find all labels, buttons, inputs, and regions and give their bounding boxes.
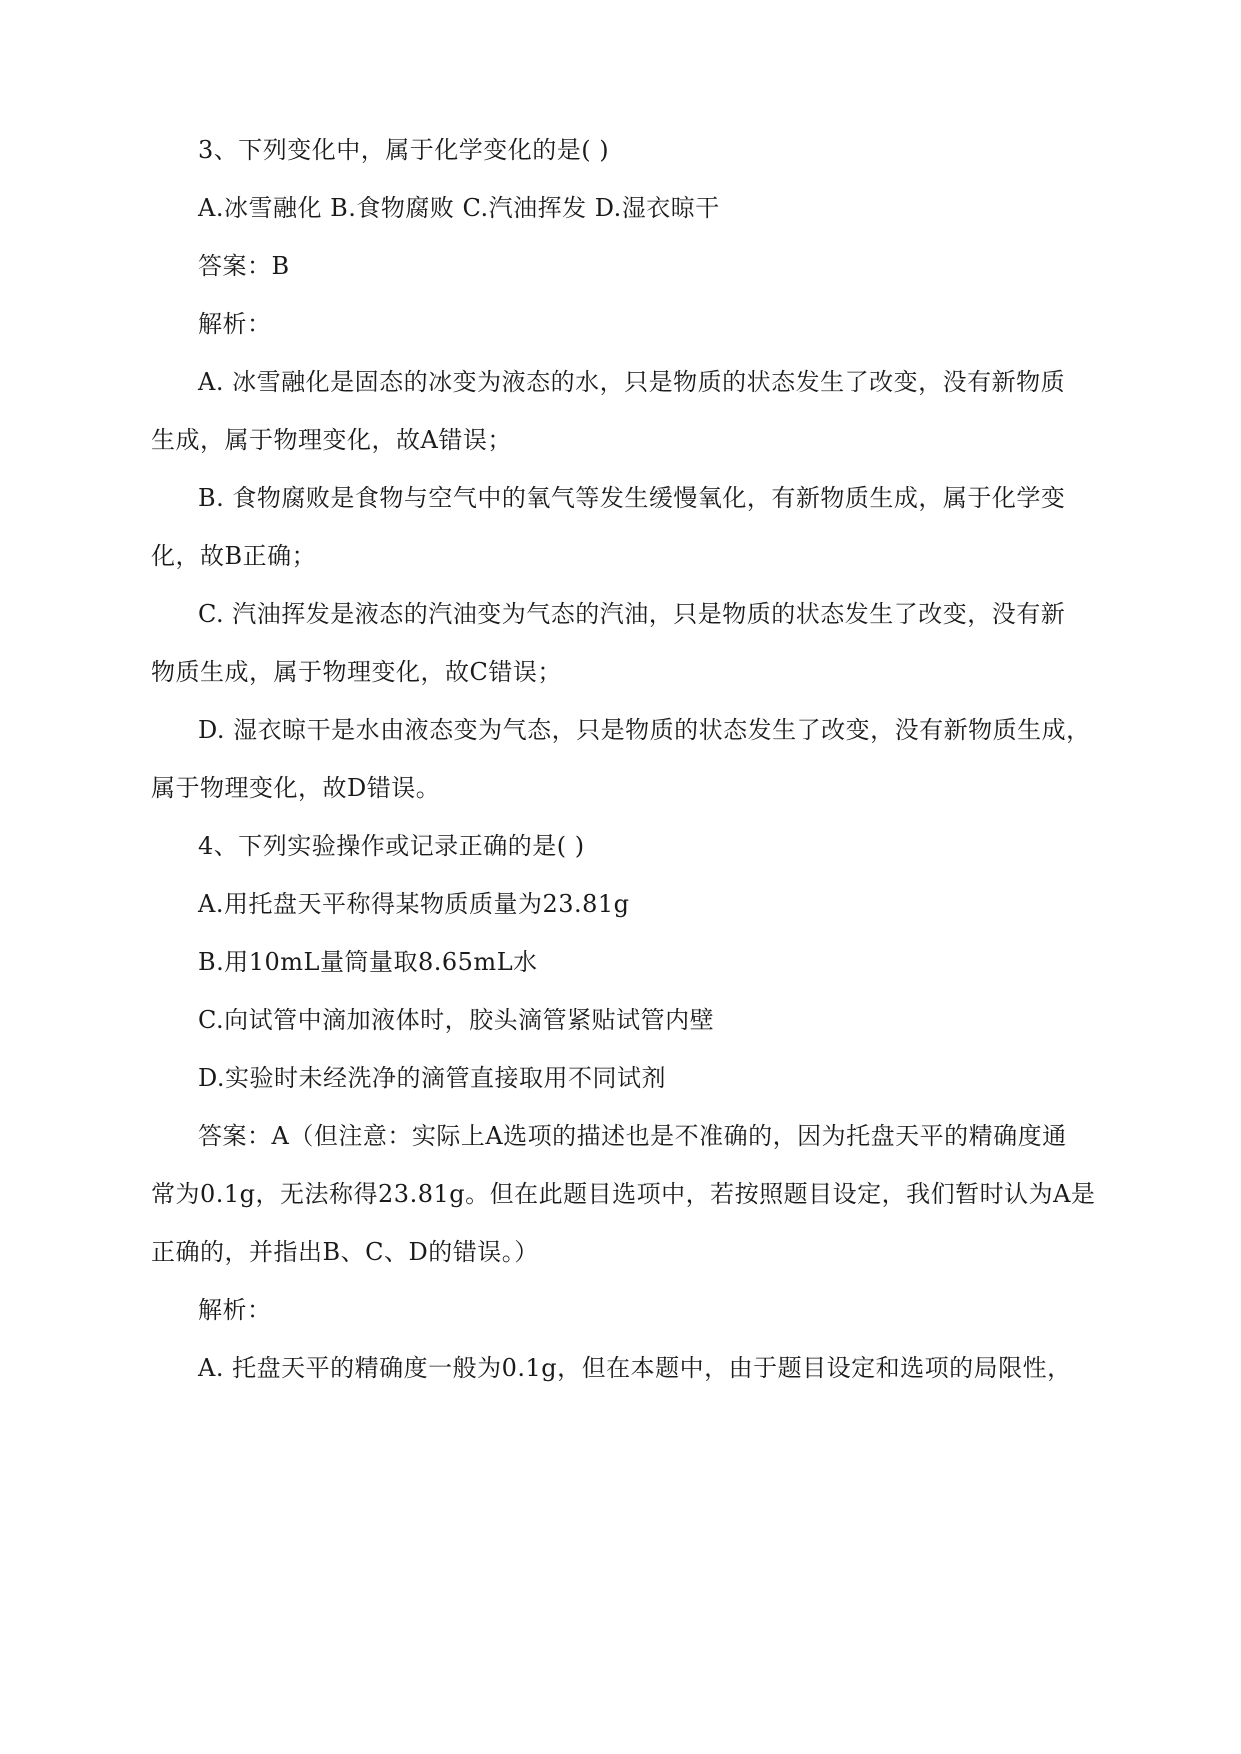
question-4-option-b: B.用10mL量筒量取8.65mL水 <box>198 948 538 976</box>
question-3-answer: 答案：B <box>198 252 290 280</box>
question-4-answer-line3: 正确的，并指出B、C、D的错误。） <box>151 1238 539 1266</box>
question-4-answer-line1: 答案：A（但注意：实际上A选项的描述也是不准确的，因为托盘天平的精确度通 <box>198 1122 1067 1150</box>
question-3-analysis-c-line1: C. 汽油挥发是液态的汽油变为气态的汽油，只是物质的状态发生了改变，没有新 <box>198 600 1066 628</box>
question-3-analysis-d-line2: 属于物理变化，故D错误。 <box>151 774 441 802</box>
question-4-analysis-label: 解析： <box>198 1296 272 1324</box>
question-3-analysis-d-line1: D. 湿衣晾干是水由液态变为气态，只是物质的状态发生了改变，没有新物质生成， <box>198 716 1091 744</box>
question-4-option-a: A.用托盘天平称得某物质质量为23.81g <box>198 890 630 918</box>
question-4-option-c: C.向试管中滴加液体时，胶头滴管紧贴试管内壁 <box>198 1006 715 1034</box>
question-3-analysis-a-line1: A. 冰雪融化是固态的冰变为液态的水，只是物质的状态发生了改变，没有新物质 <box>198 368 1066 396</box>
question-4-option-d: D.实验时未经洗净的滴管直接取用不同试剂 <box>198 1064 667 1092</box>
question-3-analysis-b-line1: B. 食物腐败是食物与空气中的氧气等发生缓慢氧化，有新物质生成，属于化学变 <box>198 484 1066 512</box>
question-3-options: A.冰雪融化 B.食物腐败 C.汽油挥发 D.湿衣晾干 <box>198 194 720 222</box>
question-3-analysis-b-line2: 化，故B正确； <box>151 542 317 570</box>
question-3: 3、下列变化中，属于化学变化的是( ) <box>198 136 610 164</box>
question-3-analysis-c-line2: 物质生成，属于物理变化，故C错误； <box>151 658 562 686</box>
question-3-analysis-a-line2: 生成，属于物理变化，故A错误； <box>151 426 512 454</box>
question-4-answer-line2: 常为0.1g，无法称得23.81g。但在此题目选项中，若按照题目设定，我们暂时认为A是 <box>151 1180 1096 1208</box>
question-3-analysis-label: 解析： <box>198 310 272 338</box>
question-4-analysis-a-line1: A. 托盘天平的精确度一般为0.1g，但在本题中，由于题目设定和选项的局限性， <box>198 1354 1072 1382</box>
question-4: 4、下列实验操作或记录正确的是( ) <box>198 832 585 860</box>
